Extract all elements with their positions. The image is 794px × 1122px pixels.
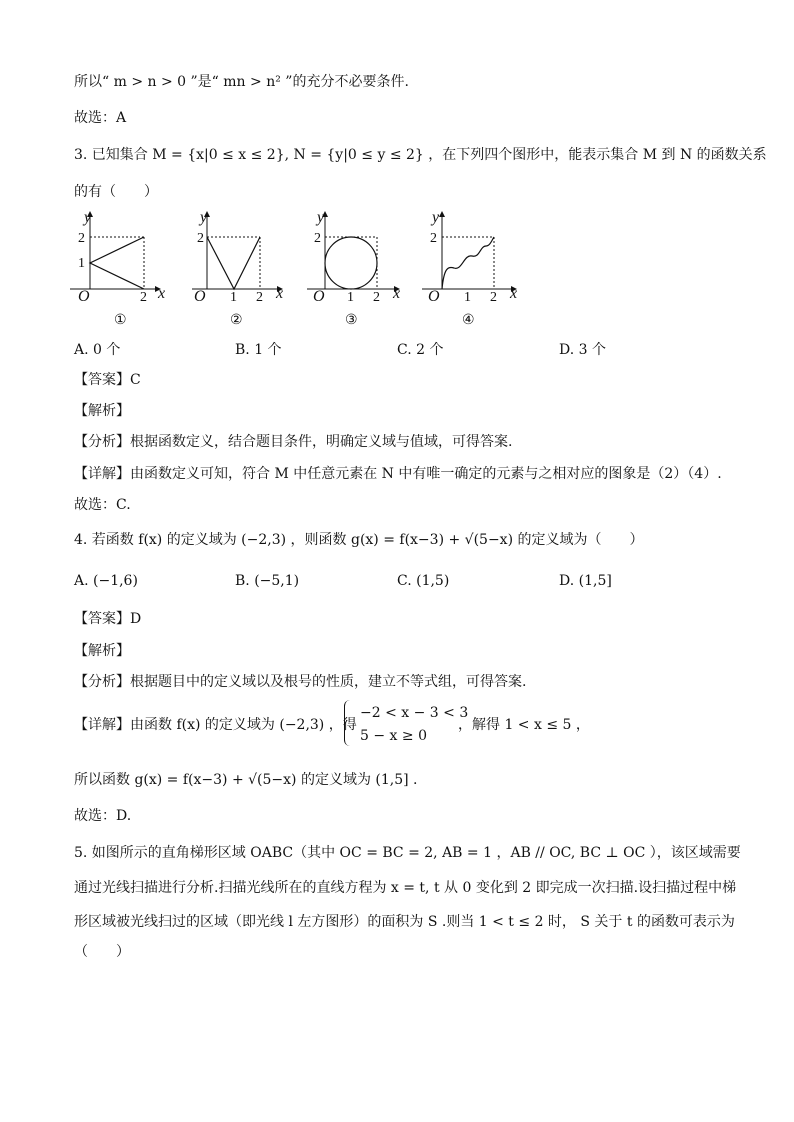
system-line-1: −2 < x − 3 < 3 — [360, 705, 469, 721]
tick-2: 2 — [314, 231, 321, 246]
detail-text: 【详解】由函数 f(x) 的定义域为 (−2,3) ，得 — [74, 717, 357, 733]
question-5-stem-cont: （ ） — [74, 944, 130, 960]
graph-label-4: ④ — [462, 313, 475, 328]
axis-x-label: x — [276, 285, 284, 302]
question-4-stem: 4. 若函数 f(x) 的定义域为 (−2,3) ，则函数 g(x) = f(x−3) + √(5−x) 的定义域为（ ） — [74, 532, 644, 548]
origin-label: O — [313, 288, 325, 305]
tick-1: 1 — [230, 290, 237, 305]
question-3-stem-cont: 的有（ ） — [74, 184, 158, 200]
graph-1 — [70, 208, 170, 328]
tick-2: 2 — [490, 290, 497, 305]
tick-1: 1 — [347, 290, 354, 305]
analysis-text: 【分析】根据函数定义，结合题目条件，明确定义域与值域，可得答案. — [74, 434, 513, 450]
origin-label: O — [78, 288, 90, 305]
axis-x-label: x — [158, 285, 166, 302]
axis-y-label: y — [317, 209, 325, 226]
detail-text: 【详解】由函数定义可知，符合 M 中任意元素在 N 中有唯一确定的元素与之相对应的图象是（2）（4）. — [74, 466, 722, 482]
option-b: B. (−5,1) — [235, 573, 300, 589]
graph-label-3: ③ — [345, 313, 358, 328]
question-5-stem: 5. 如图所示的直角梯形区域 OABC（其中 OC = BC = 2, AB = 1 ，AB // OC, BC ⊥ OC ），该区域需要 — [74, 845, 741, 861]
answer-label: 【答案】C — [74, 372, 141, 388]
analysis-text: 【分析】根据题目中的定义域以及根号的性质，建立不等式组，可得答案. — [74, 674, 527, 690]
tick-2: 2 — [140, 290, 147, 305]
detail-text: 所以函数 g(x) = f(x−3) + √(5−x) 的定义域为 (1,5] . — [74, 772, 418, 788]
origin-label: O — [428, 288, 440, 305]
analysis-label: 【解析】 — [74, 403, 130, 419]
axis-y-label: y — [200, 209, 208, 226]
choice-text: 故选：C. — [74, 497, 131, 513]
tick-2: 2 — [256, 290, 263, 305]
system-brace — [344, 700, 355, 746]
origin-label: O — [194, 288, 206, 305]
option-a: A. (−1,6) — [74, 573, 138, 589]
graph-3 — [307, 208, 407, 328]
graph-label-1: ① — [114, 313, 127, 328]
answer-label: 【答案】D — [74, 611, 142, 627]
tick-1: 1 — [78, 256, 85, 271]
graph-label-2: ② — [230, 313, 243, 328]
detail-text-cont: ，解得 1 < x ≤ 5 ， — [458, 717, 590, 733]
option-d: D. 3 个 — [559, 342, 606, 358]
axis-y-label: y — [84, 209, 92, 226]
option-c: C. (1,5) — [397, 573, 450, 589]
system-line-2: 5 − x ≥ 0 — [360, 728, 427, 744]
option-c: C. 2 个 — [397, 342, 444, 358]
text-line: 所以“ m > n > 0 ”是“ mn > n² ”的充分不必要条件. — [74, 74, 409, 90]
tick-2: 2 — [373, 290, 380, 305]
axis-x-label: x — [510, 285, 518, 302]
text-line: 故选：A — [74, 110, 127, 126]
question-5-stem-cont: 通过光线扫描进行分析.扫描光线所在的直线方程为 x = t, t 从 0 变化到 2 即完成一次扫描.设扫描过程中梯 — [74, 880, 737, 896]
choice-text: 故选：D. — [74, 808, 132, 824]
option-b: B. 1 个 — [235, 342, 282, 358]
axis-y-label: y — [432, 209, 440, 226]
tick-2: 2 — [430, 231, 437, 246]
option-a: A. 0 个 — [74, 342, 121, 358]
question-3-stem: 3. 已知集合 M = {x|0 ≤ x ≤ 2}, N = {y|0 ≤ y ≤ 2} ，在下列四个图形中，能表示集合 M 到 N 的函数关系 — [74, 147, 767, 163]
graph-4 — [422, 208, 522, 328]
tick-2: 2 — [197, 231, 204, 246]
tick-1: 1 — [464, 290, 471, 305]
graph-2 — [192, 208, 292, 328]
tick-2: 2 — [78, 231, 85, 246]
analysis-label: 【解析】 — [74, 643, 130, 659]
axis-x-label: x — [393, 285, 401, 302]
question-5-stem-cont: 形区域被光线扫过的区域（即光线 l 左方图形）的面积为 S .则当 1 < t ≤ 2 时， S 关于 t 的函数可表示为 — [74, 914, 735, 930]
option-d: D. (1,5] — [559, 573, 612, 589]
